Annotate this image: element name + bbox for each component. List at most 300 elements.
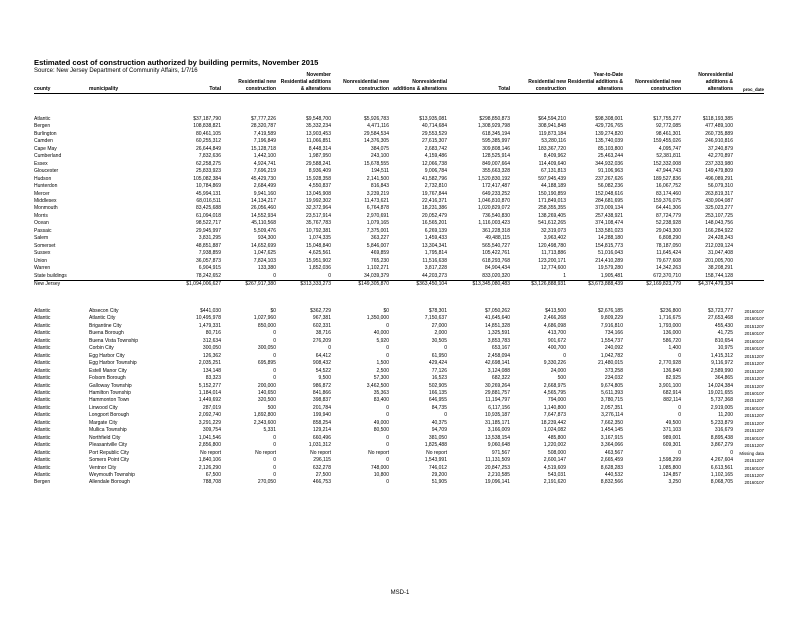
table-cell: 0 — [273, 434, 276, 441]
table-cell: 154,815,773 — [595, 242, 623, 249]
table-cell: 64,412 — [315, 352, 331, 359]
table-cell: 6,117,156 — [488, 404, 510, 411]
table-cell: 2,343,600 — [253, 419, 276, 426]
table-cell: 5,846,007 — [366, 242, 389, 249]
table-cell: Folsom Borough — [89, 375, 126, 382]
table-cell: 1,079,165 — [366, 220, 389, 227]
table-cell: 53,280,116 — [541, 138, 566, 145]
table-cell — [733, 198, 764, 205]
table-cell: 320,500 — [257, 397, 276, 404]
table-row — [34, 368, 764, 375]
table-cell: 746,012 — [428, 464, 447, 471]
table-cell: Somerset — [34, 242, 56, 249]
table-cell: 6,904,915 — [198, 265, 221, 272]
table-cell: 9,674,805 — [600, 382, 623, 389]
table-cell: 61,950 — [431, 352, 447, 359]
table-cell: 4,095,747 — [658, 145, 681, 152]
table-cell: Passaic — [34, 227, 52, 234]
table-cell: 602,331 — [312, 322, 331, 329]
table-cell: 166,135 — [428, 389, 447, 396]
table-cell: 3,831,295 — [198, 235, 221, 242]
table-cell: State buildings — [34, 272, 67, 279]
table-cell: 20151207 — [744, 398, 764, 404]
table-cell — [89, 228, 164, 235]
table-cell: Monmouth — [34, 205, 58, 212]
table-cell: 10,792,381 — [305, 227, 331, 234]
table-cell: 29,881,757 — [484, 389, 510, 396]
total-row — [34, 280, 764, 288]
table-cell: 77,126 — [431, 367, 447, 374]
table-row — [34, 405, 764, 412]
table-cell: 194,511 — [371, 168, 389, 175]
table-cell: 20151207 — [744, 428, 764, 434]
table-cell: 7,647,873 — [543, 412, 566, 419]
county-row — [34, 250, 764, 257]
table-cell: 1,116,003,423 — [478, 220, 510, 227]
table-cell: 2,458,094 — [487, 352, 510, 359]
table-cell — [733, 131, 764, 138]
county-row — [34, 198, 764, 205]
table-cell: Atlantic — [34, 389, 51, 396]
table-cell: 748,000 — [370, 464, 389, 471]
table-cell: 28,320,787 — [250, 123, 276, 130]
table-cell: 0 — [273, 375, 276, 382]
table-cell: 37,240,879 — [707, 145, 733, 152]
table-cell — [89, 243, 164, 250]
county-row — [34, 123, 764, 130]
col-proc-date: proc_date — [743, 87, 764, 92]
table-cell: 788,708 — [202, 479, 221, 486]
table-cell: Essex — [34, 160, 48, 167]
table-cell: 2,856,800 — [198, 442, 221, 449]
table-cell: 1,085,800 — [658, 464, 681, 471]
table-cell: 199,940 — [312, 412, 331, 419]
table-row — [34, 338, 764, 345]
table-cell: 138,269,405 — [538, 212, 566, 219]
table-cell: Egg Harbor Township — [89, 360, 137, 367]
table-cell: 2,970,691 — [366, 212, 389, 219]
table-cell: 653,167 — [491, 345, 510, 352]
table-cell: Hamilton Township — [89, 389, 131, 396]
table-cell: 20151207 — [744, 376, 764, 382]
table-cell: $413,500 — [545, 308, 566, 314]
table-cell: 14,134,217 — [250, 197, 276, 204]
table-cell: Burlington — [34, 130, 57, 137]
table-cell — [733, 228, 764, 235]
table-row — [34, 450, 764, 457]
county-row — [34, 191, 764, 198]
table-cell: 4,550,837 — [308, 183, 331, 190]
table-cell: 5,737,368 — [710, 397, 733, 404]
table-cell: 0 — [328, 345, 331, 352]
table-cell: 41,725 — [717, 330, 733, 337]
table-cell — [733, 168, 764, 175]
table-cell: $2,169,823,779 — [623, 280, 681, 288]
table-cell: Linwood City — [89, 404, 118, 411]
table-cell: 2,500 — [376, 367, 389, 374]
table-cell: 364,865 — [714, 375, 733, 382]
table-cell: No report — [310, 449, 331, 456]
table-cell: 18,239,442 — [540, 419, 566, 426]
table-cell: 123,200,171 — [538, 257, 566, 264]
table-cell: 1,892,800 — [253, 412, 276, 419]
table-cell: 565,540,727 — [482, 242, 510, 249]
table-cell: 119,873,184 — [538, 130, 566, 137]
table-cell: $236,800 — [660, 308, 681, 314]
table-row — [34, 472, 764, 479]
table-cell: 0 — [444, 412, 447, 419]
table-cell: 32,372,964 — [305, 205, 331, 212]
table-cell: 80,716 — [205, 330, 221, 337]
table-cell: 2,057,351 — [600, 404, 623, 411]
table-cell: 68,016,511 — [196, 197, 221, 204]
table-cell: 300,050 — [202, 345, 221, 352]
table-cell — [89, 220, 164, 227]
table-cell: 201,784 — [312, 404, 331, 411]
table-cell: 158,744,128 — [705, 272, 733, 279]
table-cell: 0 — [386, 404, 389, 411]
table-cell: 20160107 — [744, 480, 764, 486]
table-cell: 0 — [273, 352, 276, 359]
table-cell: 35,767,783 — [305, 220, 331, 227]
county-row — [34, 168, 764, 175]
table-cell: 92,772,085 — [655, 123, 681, 130]
table-cell: $5,926,783 — [363, 116, 389, 122]
table-cell: 2,683,742 — [424, 145, 447, 152]
table-cell: 10,935,187 — [484, 412, 510, 419]
table-cell: 0 — [386, 412, 389, 419]
table-cell: 128,525,914 — [482, 153, 510, 160]
table-cell: 1,454,145 — [600, 427, 623, 434]
table-cell: 7,832,636 — [198, 153, 221, 160]
table-cell: 15,928,358 — [305, 175, 331, 182]
table-cell: 316,679 — [714, 427, 733, 434]
table-cell: 3,250 — [668, 479, 681, 486]
table-cell: 20160107 — [744, 331, 764, 337]
table-cell: 413,700 — [547, 330, 566, 337]
table-cell: 7,696,219 — [253, 168, 276, 175]
table-cell: 309,808,146 — [482, 145, 510, 152]
table-cell: Longport Borough — [89, 412, 130, 419]
table-cell: 0 — [678, 412, 681, 419]
table-cell: 35,332,234 — [305, 123, 331, 130]
table-cell: 312,634 — [202, 337, 221, 344]
table-cell: 682,322 — [491, 375, 510, 382]
table-cell: 67,500 — [205, 471, 221, 478]
table-cell: 649,233,252 — [482, 190, 510, 197]
county-row — [34, 146, 764, 153]
table-cell: 150,190,859 — [538, 190, 566, 197]
table-cell: 78,187,050 — [655, 242, 681, 249]
column-header-row — [34, 72, 764, 94]
table-cell: 84,735 — [431, 404, 447, 411]
table-cell: 8,895,438 — [710, 434, 733, 441]
table-cell: 0 — [678, 352, 681, 359]
table-cell: Atlantic — [34, 308, 51, 314]
table-cell: 258,355,355 — [538, 205, 566, 212]
table-cell: 7,375,001 — [366, 227, 389, 234]
table-cell: 7,916,810 — [600, 322, 623, 329]
table-cell: 234,032 — [604, 375, 623, 382]
table-cell — [733, 191, 764, 198]
table-cell: 108,838,821 — [193, 123, 221, 130]
table-cell — [89, 198, 164, 205]
county-row — [34, 138, 764, 145]
table-cell: Missing data — [739, 450, 764, 456]
table-cell: $2,676,185 — [597, 308, 623, 314]
table-cell: 54,522 — [315, 367, 331, 374]
table-cell: 114,409,640 — [538, 160, 566, 167]
table-cell: 3,239,219 — [366, 190, 389, 197]
table-cell — [733, 235, 764, 242]
table-cell: Atlantic — [34, 375, 51, 382]
table-cell: 20151207 — [744, 443, 764, 449]
table-cell: 8,409,962 — [543, 153, 566, 160]
table-cell: 31,047,408 — [707, 250, 733, 257]
table-cell — [733, 280, 764, 288]
table-cell: $4,374,479,334 — [681, 280, 733, 288]
table-row — [34, 442, 764, 449]
table-cell: 83,400 — [373, 397, 389, 404]
table-cell: 373,009,134 — [595, 205, 623, 212]
table-cell: Cumberland — [34, 153, 62, 160]
table-cell: 98,461,301 — [655, 130, 681, 137]
table-cell: 0 — [273, 442, 276, 449]
table-cell: 105,082,384 — [193, 175, 221, 182]
table-cell: $37,187,790 — [193, 116, 221, 122]
county-row — [34, 258, 764, 265]
table-cell: 61,094,018 — [195, 212, 221, 219]
table-cell: 618,293,768 — [482, 257, 510, 264]
table-cell: 1,520,830,192 — [478, 175, 510, 182]
table-cell: 44,203,273 — [421, 272, 447, 279]
table-cell: 35,363 — [373, 389, 389, 396]
table-cell: 496,089,291 — [705, 175, 733, 182]
table-cell: 1,184,014 — [198, 389, 221, 396]
table-cell: Union — [34, 257, 48, 264]
table-cell: 51,016,043 — [597, 250, 623, 257]
table-cell: 300,050 — [257, 345, 276, 352]
table-cell — [733, 153, 764, 160]
table-cell: 2,000 — [434, 330, 447, 337]
table-cell: Buena Borough — [89, 330, 124, 337]
table-cell: 5,331 — [263, 427, 276, 434]
table-cell: Allendale Borough — [89, 479, 130, 486]
table-cell: 18,231,386 — [421, 205, 447, 212]
table-cell: Atlantic — [34, 315, 51, 322]
table-cell: 2,210,585 — [487, 471, 510, 478]
table-cell: 257,438,921 — [595, 212, 623, 219]
table-cell: $7,050,262 — [484, 308, 510, 314]
county-row — [34, 228, 764, 235]
table-cell: 2,191,620 — [543, 479, 566, 486]
table-cell: 152,332,008 — [653, 160, 681, 167]
table-row — [34, 375, 764, 382]
table-cell: 0 — [273, 471, 276, 478]
county-row — [34, 176, 764, 183]
table-cell: 80,500 — [373, 427, 389, 434]
table-cell: 2,684,499 — [253, 183, 276, 190]
table-row — [34, 345, 764, 352]
table-cell: $7,777,226 — [250, 116, 276, 122]
table-cell: 14,288,180 — [597, 235, 623, 242]
table-cell: Sussex — [34, 250, 51, 257]
table-cell: 1,102,271 — [366, 265, 389, 272]
table-cell: No report — [426, 449, 447, 456]
table-cell: 7,196,849 — [253, 138, 276, 145]
table-cell: 9,941,160 — [253, 190, 276, 197]
table-cell: 62,258,275 — [195, 160, 221, 167]
table-cell: 40,000 — [373, 330, 389, 337]
table-cell — [89, 205, 164, 212]
table-cell: 139,274,820 — [595, 130, 623, 137]
table-cell: 400,700 — [547, 345, 566, 352]
table-cell: 10,495,978 — [195, 315, 221, 322]
table-row — [34, 465, 764, 472]
table-cell: 3,462,500 — [366, 382, 389, 389]
table-cell: 276,209 — [312, 337, 331, 344]
table-cell: 901,672 — [547, 337, 566, 344]
table-cell: 1,598,299 — [658, 457, 681, 464]
table-cell: 27,000 — [431, 322, 447, 329]
table-cell: 1,905,481 — [600, 272, 623, 279]
report-title: Estimated cost of construction authorized by building permits, November 2015 — [34, 58, 319, 67]
table-row — [34, 360, 764, 367]
table-cell: 26,644,849 — [195, 145, 221, 152]
table-cell: 2,035,251 — [198, 360, 221, 367]
table-cell: 849,007,664 — [482, 160, 510, 167]
table-cell: 543,031 — [547, 471, 566, 478]
table-cell: 148,043,756 — [705, 220, 733, 227]
table-row — [34, 330, 764, 337]
table-cell: 9,330,226 — [543, 360, 566, 367]
table-cell: 0 — [386, 352, 389, 359]
table-cell: $9,548,700 — [305, 116, 331, 122]
table-row — [34, 315, 764, 322]
table-cell: 477,489,100 — [705, 123, 733, 130]
table-cell: 373,258 — [604, 367, 623, 374]
table-cell — [89, 131, 164, 138]
table-cell: 1 — [563, 272, 566, 279]
table-cell — [733, 183, 764, 190]
table-cell: No report — [368, 449, 389, 456]
table-cell: 2,466,268 — [543, 315, 566, 322]
table-cell: 3,124,088 — [487, 367, 510, 374]
table-cell: 440,532 — [604, 471, 623, 478]
table-cell: Bergen — [34, 479, 51, 486]
table-cell: 371,103 — [662, 427, 681, 434]
table-cell — [733, 220, 764, 227]
table-cell: 29,945,997 — [195, 227, 221, 234]
table-cell: $267,917,380 — [221, 280, 276, 288]
table-cell: $441,030 — [200, 308, 221, 314]
table-cell: 19,579,280 — [597, 265, 623, 272]
table-cell: 469,859 — [370, 250, 389, 257]
table-cell: 14,376,305 — [363, 138, 389, 145]
table-cell: 212,039,124 — [705, 242, 733, 249]
table-cell: 214,410,289 — [595, 257, 623, 264]
table-cell: 0 — [386, 479, 389, 486]
table-cell: Weymouth Township — [89, 471, 135, 478]
table-cell: $0 — [270, 308, 276, 314]
table-cell: 2,770,928 — [658, 360, 681, 367]
county-row — [34, 131, 764, 138]
table-cell: 94,709 — [431, 427, 447, 434]
table-cell: 1,987,950 — [308, 153, 331, 160]
col-res-new: Residential new construction — [238, 79, 276, 92]
table-cell: 618,345,194 — [482, 130, 510, 137]
county-row — [34, 153, 764, 160]
table-cell: 816,843 — [370, 183, 389, 190]
table-cell — [89, 191, 164, 198]
table-cell: Hudson — [34, 175, 52, 182]
table-cell: 7,938,859 — [198, 250, 221, 257]
table-cell: 4,625,561 — [308, 250, 331, 257]
table-cell: 136,000 — [662, 330, 681, 337]
table-cell: Galloway Township — [89, 382, 132, 389]
county-row — [34, 183, 764, 190]
table-cell: 508,000 — [547, 449, 566, 456]
table-cell: 24,428,243 — [707, 235, 733, 242]
table-cell: 10,800 — [373, 471, 389, 478]
table-cell: 270,050 — [257, 479, 276, 486]
table-cell: $78,301 — [428, 308, 447, 314]
table-cell: 0 — [273, 464, 276, 471]
table-cell — [733, 273, 764, 281]
table-cell: 49,000 — [373, 419, 389, 426]
table-cell: 3,364,066 — [600, 442, 623, 449]
table-cell: Hunterdon — [34, 183, 58, 190]
table-cell: Atlantic — [34, 457, 51, 464]
table-cell: 20151207 — [744, 420, 764, 426]
table-cell: 41,645,640 — [484, 315, 510, 322]
table-cell: 986,872 — [312, 382, 331, 389]
table-cell: 57,300 — [373, 375, 389, 382]
table-cell — [89, 183, 164, 190]
table-cell: 27,615,307 — [421, 138, 447, 145]
table-cell: 20160107 — [744, 338, 764, 344]
table-cell — [89, 273, 164, 281]
table-cell — [89, 168, 164, 175]
table-cell: 1,825,488 — [424, 442, 447, 449]
table-cell: Warren — [34, 265, 51, 272]
table-cell: 3,291,229 — [198, 419, 221, 426]
county-row — [34, 213, 764, 220]
table-cell: 14,552,934 — [250, 212, 276, 219]
table-cell: 20160107 — [744, 316, 764, 322]
table-cell: 8,448,314 — [308, 145, 331, 152]
table-cell: 1,325,591 — [487, 330, 510, 337]
table-cell: 11,473,621 — [364, 197, 389, 204]
table-cell: 48,851,887 — [195, 242, 221, 249]
table-cell: 20160107 — [744, 465, 764, 471]
table-cell — [89, 258, 164, 265]
table-cell: 672,370,710 — [653, 272, 681, 279]
table-cell: 646,955 — [428, 397, 447, 404]
col-ytd-res-add: Year-to-Date Residential additions & alterations — [567, 72, 623, 92]
table-cell: 9,060,648 — [487, 442, 510, 449]
table-cell: 171,849,013 — [538, 197, 566, 204]
table-cell: 296,115 — [313, 457, 331, 464]
table-cell: 429,424 — [428, 360, 447, 367]
table-cell: Ventnor City — [89, 464, 117, 471]
table-cell: 237,267,626 — [595, 175, 623, 182]
col-ytd-nonres-new: Nonresidential new construction — [635, 79, 681, 92]
table-cell: 129,214 — [312, 427, 331, 434]
table-cell: 1,459,433 — [424, 235, 447, 242]
table-cell: 16,523 — [431, 375, 447, 382]
table-cell — [89, 280, 164, 288]
